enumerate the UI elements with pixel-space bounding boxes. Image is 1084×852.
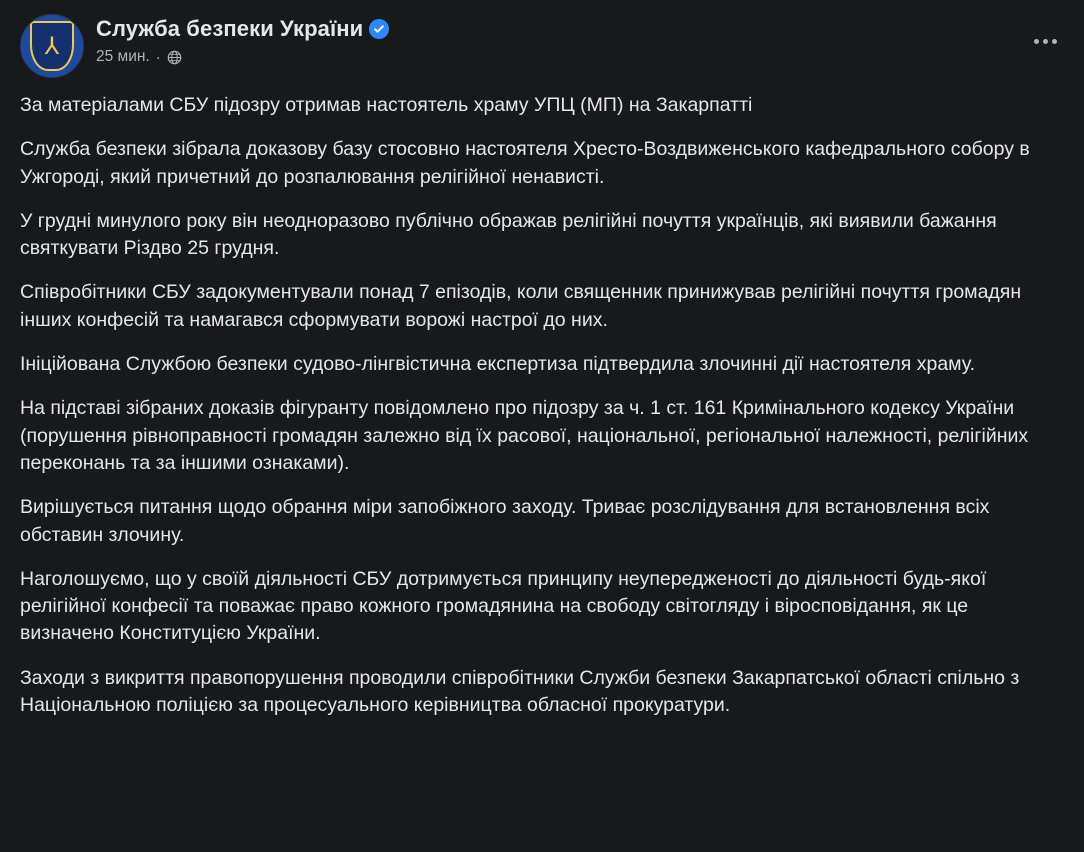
post-meta — [96, 48, 389, 66]
post-paragraph: За матеріалами СБУ підозру отримав настоятель храму УПЦ (МП) на Закарпатті — [20, 94, 753, 116]
post-paragraph: Заходи з викриття правопорушення проводили співробітники Служби безпеки Закарпатської області спільно з Національною поліцією за процесуального керівництва обласної прокуратури. — [20, 666, 1020, 717]
avatar[interactable] — [20, 14, 84, 78]
post-paragraph: Служба безпеки зібрала доказову базу стосовно настоятеля Хресто-Воздвиженського кафедрального собору в Ужгороді, який причетний до розпалювання релігійної ненависті. — [20, 138, 1030, 188]
post-paragraph: Наголошуємо, що у своїй діяльності СБУ дотримується принципу неупередженості до діяльності будь-якої релігійної конфесії та поважає право кожного громадянина на свободу світогляду і віросповідання, як це визначено Конституцією України. — [20, 567, 987, 645]
ellipsis-icon[interactable] — [1026, 26, 1064, 56]
sbu-emblem-icon — [30, 21, 74, 71]
author-name-row — [96, 16, 389, 42]
globe-icon — [167, 50, 182, 65]
post-timestamp[interactable]: 25 мин. — [96, 48, 150, 65]
trident-glyph: ⅄ — [44, 32, 60, 60]
page-name[interactable]: Служба безпеки України — [96, 16, 364, 41]
verified-badge-icon — [369, 19, 389, 39]
post-header — [20, 14, 1064, 78]
ellipsis-dot — [1052, 39, 1057, 44]
post-paragraph: Співробітники СБУ задокументували понад 7 епізодів, коли священник принижував релігійні почуття громадян інших конфесій та намагався сформувати ворожі настрої до них. — [20, 281, 1022, 331]
ellipsis-dot — [1034, 39, 1039, 44]
post-paragraph: У грудні минулого року він неодноразово публічно ображав релігійні почуття українців, які виявили бажання святкувати Різдво 25 грудня. — [20, 209, 997, 260]
meta-separator: · — [155, 48, 161, 66]
post-paragraph: Вирішується питання щодо обрання міри запобіжного заходу. Триває розслідування для встановлення всіх обставин злочину. — [20, 496, 990, 546]
post-paragraph: На підставі зібраних доказів фігуранту повідомлено про підозру за ч. 1 ст. 161 Кримінального кодексу України (порушення рівноправності громадян залежно від їх расової, національної, регіональної належності, релігійних переконань та за іншими ознаками). — [20, 397, 1029, 474]
post-author-block — [96, 14, 389, 66]
ellipsis-dot — [1043, 39, 1048, 44]
post-paragraph: Ініційована Службою безпеки судово-лінгвістична експертиза підтвердила злочинні дії настоятеля храму. — [20, 353, 976, 376]
post-body — [20, 92, 1064, 719]
